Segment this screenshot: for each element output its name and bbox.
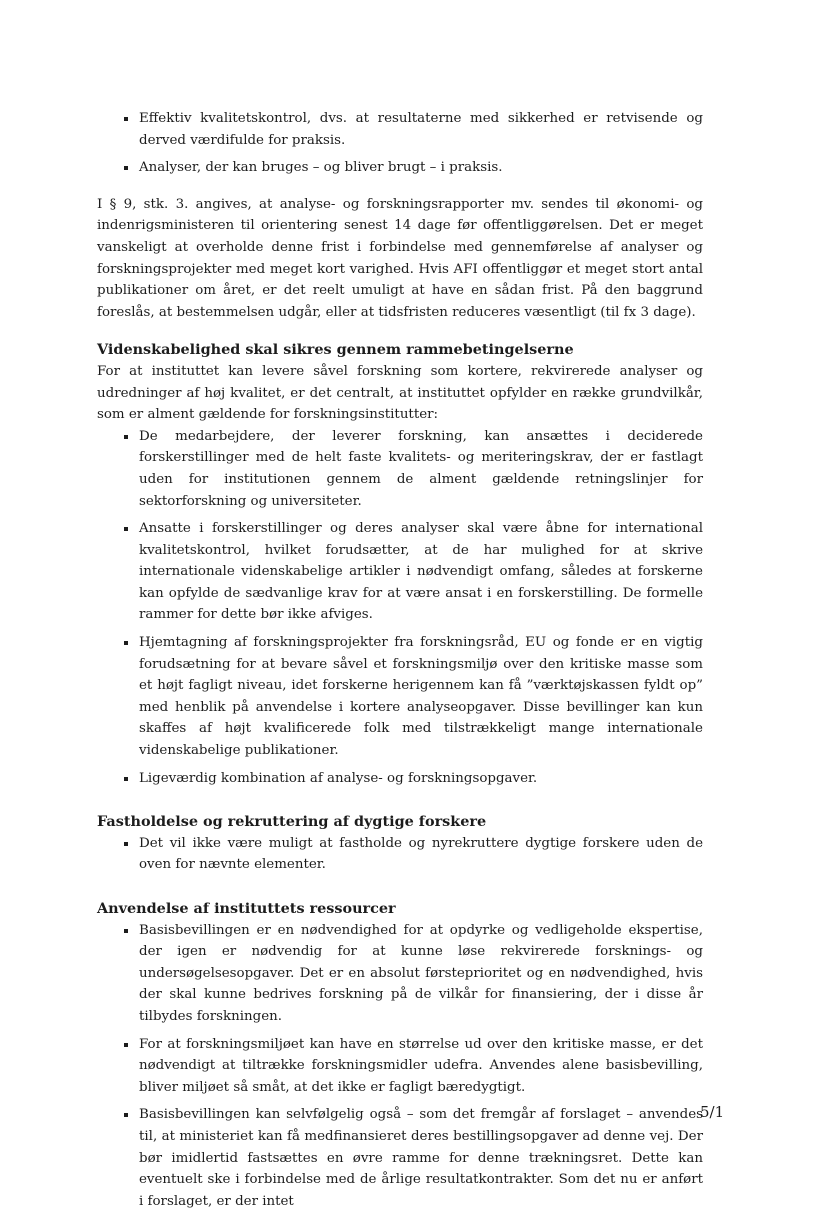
list-item: De medarbejdere, der leverer forskning, kan ansættes i deciderede forskerstillinger med de helt faste kvalitets- og meriteringskrav, der er fastlagt uden for institutionen gennem de alment gældende retningslinjer for sektorforskning og universiteter. xyxy=(139,426,703,512)
section-intro-paragraph: For at instituttet kan levere såvel forskning som kortere, rekvirerede analyser og udredninger af høj kvalitet, er det centralt, at instituttet opfylder en række grundvilkår, som er alment gældende for forskningsinstitutter: xyxy=(97,363,703,423)
intro-bullet-list xyxy=(97,108,703,179)
list-item: Basisbevillingen kan selvfølgelig også – som det fremgår af forslaget – anvendes til, at ministeriet kan få medfinansieret deres bestillingsopgaver ad denne vej. Der bør imidlertid fastsættes en øvre ramme for denne trækningsret. Dette kan eventuelt ske i forbindelse med de årlige resultatkontrakter. Som det nu er anført i forslaget, er der intet xyxy=(139,1104,703,1212)
list-item: Ligeværdig kombination af analyse- og forskningsopgaver. xyxy=(139,768,703,790)
list-item: Ansatte i forskerstillinger og deres analyser skal være åbne for international kvalitetskontrol, hvilket forudsætter, at de har mulighed for at skrive internationale videnskabelige artikler i nødvendigt omfang, således at forskerne kan opfylde de sædvanlige krav for at være ansat i en forskerstilling. De formelle rammer for dette bør ikke afviges. xyxy=(139,518,703,626)
list-item: Effektiv kvalitetskontrol, dvs. at resultaterne med sikkerhed er retvisende og derved værdifulde for praksis. xyxy=(139,108,703,151)
section-1-bullet-list xyxy=(97,426,703,790)
paragraph-deadline: I § 9, stk. 3. angives, at analyse- og forskningsrapporter mv. sendes til økonomi- og indenrigsministeren til orientering senest 14 dage før offentliggørelsen. Det er meget vanskeligt at overholde denne frist i forbindelse med gennemførelse af analyser og forskningsprojekter med meget kort varighed. Hvis AFI offentliggør et meget stort antal publikationer om året, er det reelt umuligt at have en sådan frist. På den baggrund foreslås, at bestemmelsen udgår, eller at tidsfristen reduceres væsentligt (til fx 3 dage). xyxy=(97,196,703,320)
list-item: For at forskningsmiljøet kan have en størrelse ud over den kritiske masse, er det nødvendigt at tiltrække forskningsmidler udefra. Anvendes alene basisbevilling, bliver miljøet så småt, at det ikke er fagligt bæredygtigt. xyxy=(139,1034,703,1099)
list-item: Hjemtagning af forskningsprojekter fra forskningsråd, EU og fonde er en vigtig forudsætning for at bevare såvel et forskningsmiljø over den kritiske masse som et højt fagligt niveau, idet forskerne herigennem kan få ”værktøjskassen fyldt op” med henblik på anvendelse i kortere analyseopgaver. Disse bevillinger kan kun skaffes af højt kvalificerede folk med tilstrækkeligt mange internationale videnskabelige publikationer. xyxy=(139,632,703,762)
section-3-bullet-list xyxy=(97,920,703,1213)
document-page xyxy=(97,108,703,1218)
list-item: Basisbevillingen er en nødvendighed for at opdyrke og vedligeholde ekspertise, der igen er nødvendig for at kunne løse rekvirerede forsknings- og undersøgelsesopgaver. Det er en absolut førsteprioritet og en nødvendighed, hvis der skal kunne bedrives forskning på de vilkår for finansiering, der i disse år tilbydes forskningen. xyxy=(139,920,703,1028)
list-item: Det vil ikke være muligt at fastholde og nyrekruttere dygtige forskere uden de oven for nævnte elementer. xyxy=(139,833,703,876)
section-2-bullet-list xyxy=(97,833,703,876)
section-heading-retention: Fastholdelse og rekruttering af dygtige forskere xyxy=(97,813,487,831)
page-number: 5/1 xyxy=(700,1103,725,1121)
section-heading-resources: Anvendelse af instituttets ressourcer xyxy=(97,900,396,917)
list-item: Analyser, der kan bruges – og bliver brugt – i praksis. xyxy=(139,157,703,179)
section-heading-scientific-quality: Videnskabelighed skal sikres gennem rammebetingelserne xyxy=(97,341,574,359)
